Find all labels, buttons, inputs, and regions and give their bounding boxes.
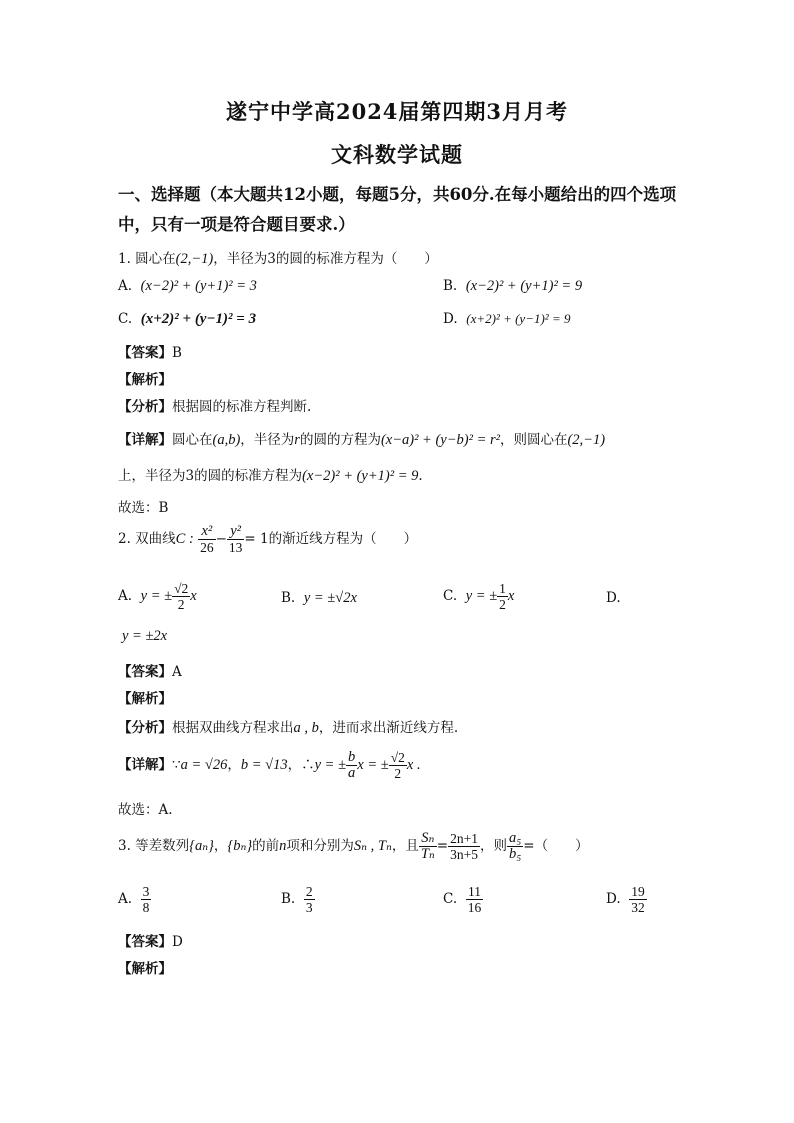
frac-num: √2 <box>390 750 405 765</box>
q2-detail <box>118 750 421 781</box>
frac-den: 8 <box>142 900 150 915</box>
q3-stem-text: 3. 等差数列 <box>118 838 190 854</box>
fenxi-text: 根据圆的标准方程判断. <box>172 399 312 415</box>
analysis-tag: 【解析】 <box>118 961 172 977</box>
frac-den: 13 <box>228 540 243 555</box>
detail-math: a = √26 <box>180 757 228 773</box>
q3-seq-b: {bₙ} <box>227 838 253 854</box>
detail-text: . <box>418 468 423 484</box>
q1-option-c <box>118 311 256 328</box>
page-subtitle: 文科数学试题 <box>331 142 463 167</box>
q2-option-a <box>118 581 197 612</box>
frac-den: 26 <box>200 540 214 555</box>
detail-symbol: ∵ <box>172 757 181 773</box>
q2-frac-y <box>227 524 245 555</box>
q3-frac-st <box>419 831 437 862</box>
frac-num: Sₙ <box>419 831 437 847</box>
frac-num: 3 <box>142 884 150 899</box>
q3-option-d <box>606 884 647 915</box>
option-label: C. <box>443 891 458 907</box>
option-expr: y = ± <box>140 588 173 604</box>
detail-text: ，∴ <box>287 757 315 773</box>
detail-text: ，半径为 <box>240 432 295 448</box>
fenxi-text: 根据双曲线方程求出 <box>172 720 294 736</box>
answer-value: D <box>172 934 183 950</box>
q3-stem-text: ，且 <box>391 838 419 854</box>
q3-n: n <box>279 838 287 854</box>
q3-frac-ab <box>507 831 523 862</box>
option-label: B. <box>281 891 296 907</box>
q3-stem <box>118 831 589 862</box>
q3-option-b <box>281 884 315 915</box>
answer-tag: 【答案】 <box>118 345 172 361</box>
analysis-tag: 【解析】 <box>118 372 172 388</box>
page-title: 遂宁中学高2024届第四期3月月考 <box>225 99 569 124</box>
frac-den: b₅ <box>508 846 522 862</box>
equals-one: = 1 <box>244 531 269 547</box>
q1-stem-text2: ，半径为3的圆的标准方程为（ ） <box>213 251 438 267</box>
frac-num: 2n+1 <box>450 831 478 846</box>
q3-frac-n <box>448 831 480 862</box>
q1-stem-text: 1. 圆心在 <box>118 251 176 267</box>
detail-frac <box>346 750 357 781</box>
detail-tag: 【详解】 <box>118 757 172 773</box>
answer-value: A <box>172 664 182 680</box>
option-expr: (x−2)² + (y+1)² = 3 <box>140 278 257 294</box>
frac-num: 2 <box>305 884 313 899</box>
q1-fenxi <box>118 395 311 415</box>
frac-den: 2 <box>394 766 402 781</box>
frac-num: b <box>348 749 356 765</box>
option-frac <box>466 884 484 915</box>
minus-sign: − <box>215 531 227 547</box>
detail-math: x . <box>406 757 421 773</box>
option-frac <box>141 884 152 915</box>
detail-tag: 【详解】 <box>118 432 172 448</box>
detail-text: ，则圆心在 <box>499 432 568 448</box>
detail-text: 的圆的方程为 <box>299 432 381 448</box>
frac-den: a <box>348 765 356 781</box>
q1-choose: 故选：B <box>118 500 169 516</box>
fenxi-tag: 【分析】 <box>118 399 172 415</box>
q1-stem <box>118 247 438 268</box>
q2-stem <box>118 524 417 555</box>
frac-num: x² <box>198 524 216 540</box>
answer-tag: 【答案】 <box>118 664 172 680</box>
detail-math: (x−2)² + (y+1)² = 9 <box>302 468 419 484</box>
q3-stem-text: ，则 <box>479 838 507 854</box>
option-label: D. <box>606 891 621 907</box>
q3-analysis <box>118 957 172 977</box>
q3-answer <box>118 930 183 950</box>
q2-option-d <box>122 628 167 645</box>
q1-option-a <box>118 278 257 295</box>
q2-frac-x <box>198 524 216 555</box>
detail-math: y = ± <box>314 757 347 773</box>
option-expr: y = ±√2x <box>303 590 357 606</box>
q2-stem-text2: 的渐近线方程为（ ） <box>268 531 418 547</box>
detail-math: (2,−1) <box>567 432 606 448</box>
option-expr: y = ±2x <box>122 628 168 644</box>
q2-curve: C : <box>175 531 194 547</box>
option-frac <box>497 581 508 612</box>
q1-option-d <box>443 311 570 327</box>
section-heading-line1: 一、选择题（本大题共12小题，每题5分，共60分.在每小题给出的四个选项 <box>118 185 677 204</box>
frac-den: 3n+5 <box>450 847 478 862</box>
option-label: D. <box>443 311 458 327</box>
detail-math: r <box>294 432 300 448</box>
q2-option-b <box>281 590 357 607</box>
frac-den: 16 <box>467 900 482 915</box>
detail-math: (a,b) <box>212 432 241 448</box>
option-expr: x <box>507 588 515 604</box>
frac-num: 1 <box>499 581 506 596</box>
detail-math: b = √13 <box>240 757 288 773</box>
answer-value: B <box>172 345 182 361</box>
frac-den: Tₙ <box>420 846 435 862</box>
q2-answer <box>118 660 182 680</box>
q2-analysis <box>118 687 172 707</box>
detail-frac <box>389 750 407 781</box>
q3-option-c <box>443 884 483 915</box>
frac-den: 32 <box>631 900 645 915</box>
answer-tag: 【答案】 <box>118 934 172 950</box>
q2-option-c <box>443 581 514 612</box>
frac-num: √2 <box>174 581 189 596</box>
option-frac <box>629 884 647 915</box>
detail-text: ， <box>227 757 241 773</box>
q3-stem-text: =（ ） <box>523 838 589 854</box>
fenxi-tag: 【分析】 <box>118 720 172 736</box>
detail-math: x = ± <box>357 757 389 773</box>
option-expr: y = ± <box>465 588 498 604</box>
frac-num: 19 <box>631 884 645 899</box>
frac-num: y² <box>227 524 245 540</box>
q1-detail-line1 <box>118 428 605 449</box>
option-label: B. <box>281 590 296 606</box>
q3-seq-a: {aₙ} <box>189 838 214 854</box>
fenxi-text: ，进而求出渐近线方程. <box>318 720 459 736</box>
option-label: C. <box>118 311 133 327</box>
option-label: C. <box>443 588 458 604</box>
q2-choose: 故选：A. <box>118 802 173 818</box>
option-label: A. <box>118 278 133 294</box>
fenxi-math: a , b <box>293 720 319 736</box>
q2-option-d-label: D. <box>606 590 621 606</box>
q3-sums: Sₙ , Tₙ <box>353 838 392 854</box>
option-expr: (x+2)² + (y−1)² = 3 <box>140 311 257 327</box>
q3-stem-text: 的前 <box>252 838 280 854</box>
analysis-tag: 【解析】 <box>118 691 172 707</box>
q3-option-a <box>118 884 151 915</box>
frac-den: 2 <box>499 597 506 612</box>
option-expr: (x−2)² + (y+1)² = 9 <box>465 278 583 294</box>
q3-comma: ， <box>213 838 228 854</box>
q2-fenxi <box>118 716 458 737</box>
frac-num: 11 <box>466 884 484 900</box>
option-frac <box>304 884 315 915</box>
q3-stem-text: 项和分别为 <box>286 838 354 854</box>
frac-den: 3 <box>305 900 313 915</box>
frac-den: 2 <box>177 597 185 612</box>
detail-math: (x−a)² + (y−b)² = r² <box>380 432 500 448</box>
option-expr: (x+2)² + (y−1)² = 9 <box>466 311 571 326</box>
detail-text: 圆心在 <box>172 432 213 448</box>
section-heading-line2: 中，只有一项是符合题目要求.） <box>118 215 355 234</box>
q1-detail-line2 <box>118 464 423 485</box>
equals-sign: = <box>436 838 449 854</box>
q2-stem-text: 2. 双曲线 <box>118 531 176 547</box>
frac-num: a₅ <box>508 830 522 846</box>
option-label: A. <box>118 891 133 907</box>
option-frac <box>172 581 190 612</box>
q1-answer <box>118 341 182 361</box>
option-label: B. <box>443 278 458 294</box>
option-expr: x <box>190 588 197 604</box>
q1-analysis <box>118 368 172 388</box>
q1-option-b <box>443 278 582 295</box>
q1-center: (2,−1) <box>175 251 214 267</box>
option-label: A. <box>118 588 133 604</box>
detail-text: 上，半径为3的圆的标准方程为 <box>118 468 303 484</box>
